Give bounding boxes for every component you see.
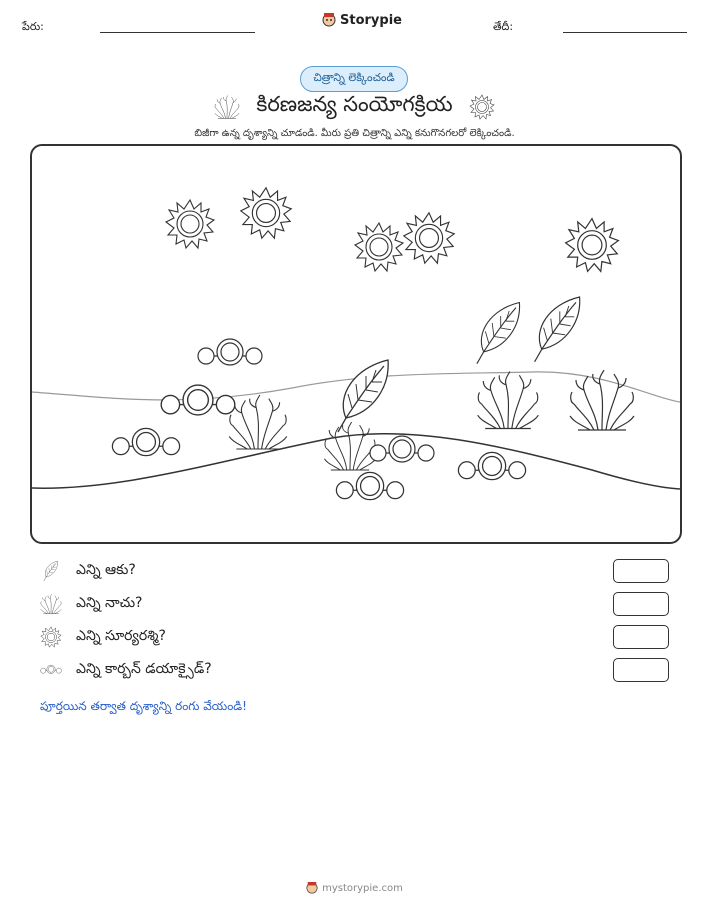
co2-molecule-icon <box>458 452 525 479</box>
question-leaf <box>40 560 136 582</box>
page-title: కిరణజన్య సంయోగక్రియ <box>256 92 453 116</box>
question-text: ఎన్ని నాచు? <box>76 594 143 611</box>
brand-name: Storypie <box>340 12 402 28</box>
footer <box>0 881 709 898</box>
moss-icon <box>229 395 287 449</box>
sun-icon <box>241 188 291 238</box>
co2-molecule-icon <box>112 428 179 455</box>
moss-icon <box>214 94 240 120</box>
footer-url[interactable]: mystorypie.com <box>322 882 403 894</box>
date-line[interactable] <box>563 32 687 33</box>
sun-icon <box>40 626 62 648</box>
co2-molecule-icon <box>198 339 262 365</box>
sun-icon <box>166 200 214 248</box>
co2-molecule-icon <box>336 472 403 499</box>
brand-logo <box>322 12 402 28</box>
question-sun <box>40 626 166 648</box>
leaf-icon <box>40 560 62 582</box>
storypie-mascot-icon <box>306 881 318 895</box>
co2-molecule-icon <box>370 436 434 462</box>
moss-icon <box>40 593 62 615</box>
scene-illustration <box>32 146 680 542</box>
question-moss <box>40 593 142 615</box>
question-co2 <box>40 659 212 681</box>
color-instruction: పూర్తయిన తర్వాత దృశ్యాన్ని రంగు వేయండి! <box>40 699 247 713</box>
name-label: పేరు: <box>22 20 44 33</box>
answer-box-co2[interactable] <box>613 658 669 682</box>
co2-molecule-icon <box>161 385 235 415</box>
sun-icon <box>404 213 454 263</box>
answer-box-moss[interactable] <box>613 592 669 616</box>
answer-box-leaf[interactable] <box>613 559 669 583</box>
answer-box-sun[interactable] <box>613 625 669 649</box>
name-line[interactable] <box>100 32 255 33</box>
scene-frame <box>30 144 682 544</box>
instructions: బిజీగా ఉన్న దృశ్యాన్ని చూడండి. మీరు ప్రతి చిత్రాన్ని ఎన్ని కనుగొనగలరో లెక్కించండి. <box>194 128 515 139</box>
date-label: తేదీ: <box>493 20 514 33</box>
leaf-icon <box>535 297 580 362</box>
moss-icon <box>324 422 375 470</box>
sun-icon <box>566 219 619 272</box>
count-badge: చిత్రాన్ని లెక్కించండి <box>300 66 408 92</box>
leaf-icon <box>338 360 388 432</box>
question-text: ఎన్ని సూర్యరశ్మి? <box>76 627 166 644</box>
question-text: ఎన్ని ఆకు? <box>76 561 136 578</box>
moss-icon <box>478 372 539 429</box>
leaf-icon <box>477 303 520 364</box>
co2-molecule-icon <box>40 663 62 677</box>
title-block <box>0 92 709 125</box>
question-text: ఎన్ని కార్బన్ డయాక్సైడ్? <box>76 660 212 677</box>
storypie-mascot-icon <box>322 12 336 28</box>
sun-icon <box>355 223 403 271</box>
sun-icon <box>469 94 495 120</box>
